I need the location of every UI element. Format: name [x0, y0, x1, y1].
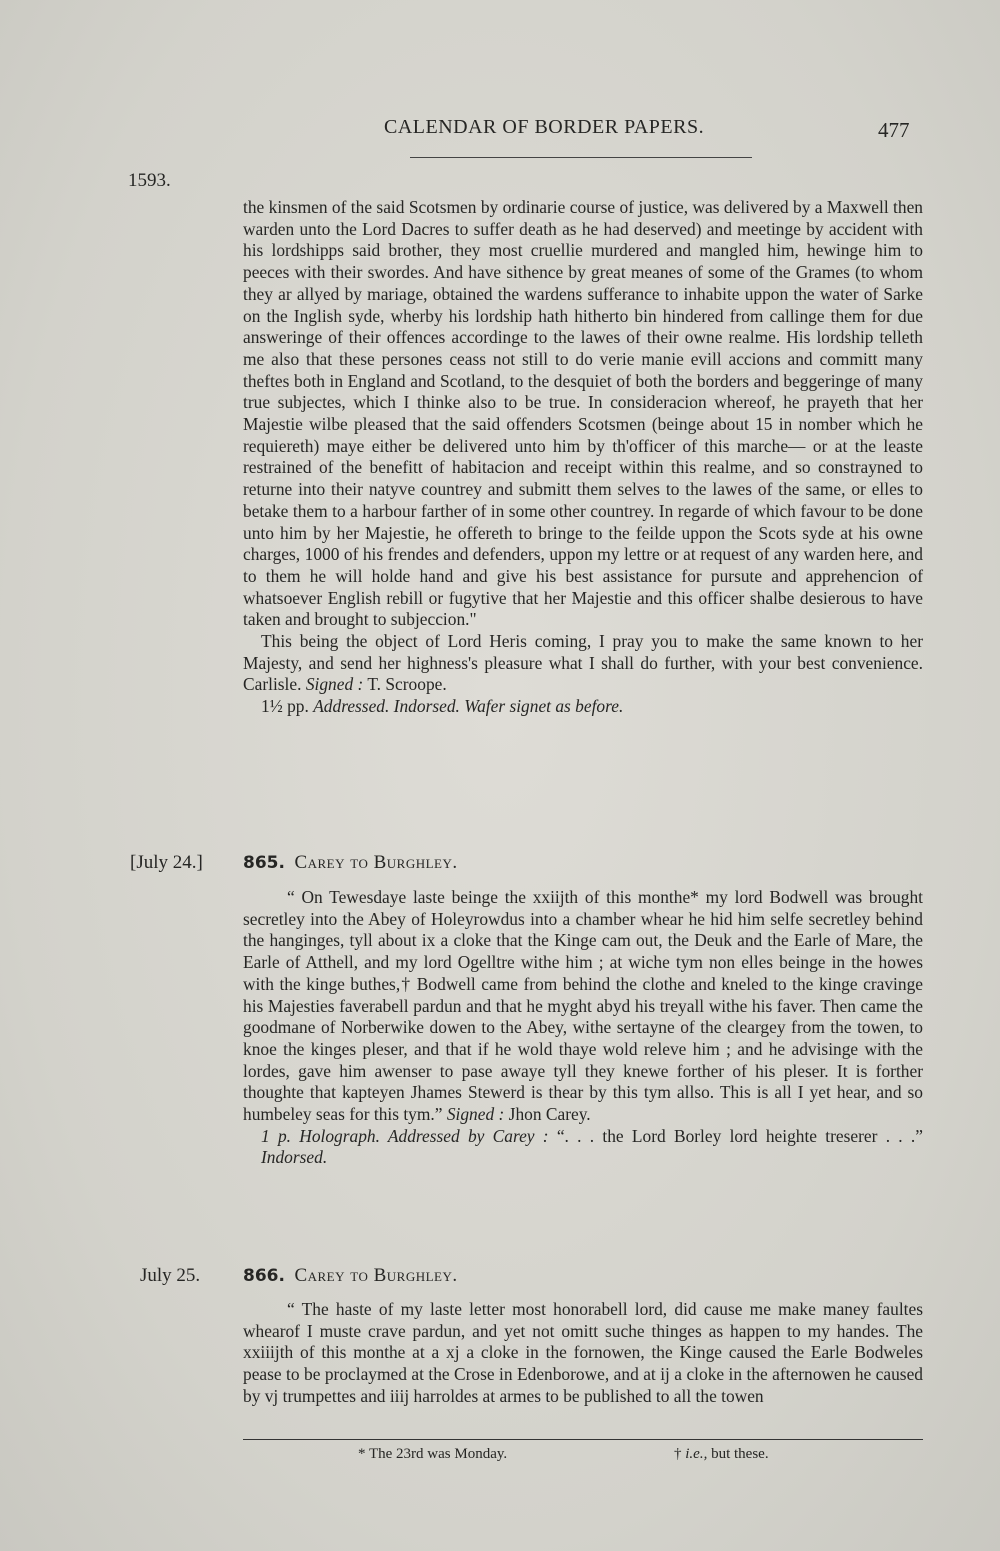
footnote-2-mark: †	[674, 1446, 682, 1462]
entry-866-body	[243, 1299, 923, 1408]
entry-866-letter: “ The haste of my laste letter most honorabell lord, did cause me make maney faultes whearof I muste crave pardun, and yet not omitt suche thinges as happen to my handes. The xxiiijth of this monthe at a xj a cloke in the fornowen, the Kinge caused the Earle Bodweles pease to be proclaymed at the Crose in Edenborowe, and at ij a cloke in the afternowen he caused by vj trumpettes and iiij harroldes at armes to be published to all the towen	[243, 1299, 923, 1406]
entry-866-number: 866.	[243, 1266, 285, 1286]
entry-865-number: 865.	[243, 853, 285, 873]
entry-865-note	[243, 1126, 923, 1169]
document-note	[243, 696, 923, 718]
entry-865-signed-label: Signed :	[446, 1104, 505, 1125]
footnote-2-text: but these.	[711, 1446, 769, 1462]
footnote-2-ie: i.e.,	[685, 1446, 708, 1462]
entry-866-title: Carey to Burghley.	[294, 1265, 458, 1286]
paragraph-closing	[243, 631, 923, 696]
signed-label: Signed :	[305, 674, 364, 695]
entry-865-title: Carey to Burghley.	[294, 852, 458, 873]
entry-865-note-indorsed: Indorsed.	[261, 1147, 328, 1168]
entry-866-date: July 25.	[140, 1265, 201, 1286]
entry-866-heading	[243, 1265, 458, 1287]
entry-865-note-quote: “. . . the Lord Borley lord heighte treserer . . .”	[556, 1125, 923, 1146]
footnote-2	[674, 1446, 769, 1463]
note-description: Addressed. Indorsed. Wafer signet as before.	[313, 696, 624, 717]
note-pages: 1½ pp.	[261, 696, 309, 717]
footnote-rule	[243, 1439, 923, 1440]
entry-865-body	[243, 887, 923, 1169]
margin-year: 1593.	[128, 170, 171, 191]
entry-865-letter-text: “ On Tewesdaye laste beinge the xxiijth of this monthe* my lord Bodwell was brought secretley into the Abey of Holeyrowdus into a chamber whear he hid him selfe secretley behind the hanginges, tyll about ix a cloke that the Kinge cam out, the Deuk and the Earle of Mare, the Earle of Atthell, and my lord Ogelltre withe him ; at wiche tym non elles beinge in the howes with the kinge buthes,† Bodwell came from behind the clothe and kneled to the kinge cravinge his Majesties faverabell pardun and that he myght abyd his treyall withe his faver. Then came the goodmane of Norberwike dowen to the Abey, withe sertayne of the cleargey from the towen, to knoe the kinges pleser, and that if he wold thaye wold releve him ; and he advisinge with the lordes, gave him awenser to pase awaye tyll they knewe forther of his pleser. It is forther thoughte that kapteyen Jhames Stewerd is thear by this tym allso. This is all I yet hear, and so humbeley seas for this tym.”	[243, 887, 923, 1125]
signer-name: T. Scroope.	[367, 674, 447, 695]
paragraph-petition: the kinsmen of the said Scotsmen by ordinarie course of justice, was delivered by a Maxwell then warden unto the Lord Dacres to suffer death as he had deserved) and meetinge by accident with his lordshipps said brother, they most cruellie murdered and mangled him, hewinge him to peeces with their swordes. And have sithence by great meanes of some of the Grames (to whom they ar allyed by mariage, obtained the wardens sufferance to inhabite uppon the water of Sarke on the Inglish syde, wherby his lordship hath hitherto bin hindered from callinge them for due answeringe of their offences accordinge to the lawes of their owne realme. His lordship telleth me also that these persones ceass not still to do verie manie evill accions and committ many theftes both in England and Scotland, to the desquiet of both the borders and beggeringe of many true subjectes, which I thinke also to be true. In consideracion whereof, he prayeth that her Majestie wilbe pleased that the said offenders Scotsmen (beinge about 15 in nomber which he requiereth) maye either be delivered unto him by th'officer of this marche— or at the leaste restrained of the benefitt of habitacion and receipt within this realme, and so constrayned to returne into their natyve countrey and submitt them selves to the lawes of the same, or elles to betake them to a harbour farther of in some other countrey. In regarde of which favour to be done unto him by her Majestie, he offereth to bringe to the feilde uppon the Scots syde at his owne charges, 1000 of his frendes and defenders, uppon my lettre or at request of any warden here, and to them he will holde hand and give his best assistance for pursute and apprehencion of whatsoever English rebill or fugytive that her Majestie and this officer shalbe desierous to have taken and brought to subjeccion."	[243, 197, 923, 630]
footnote-1: * The 23rd was Monday.	[358, 1446, 508, 1462]
entry-865-letter	[243, 887, 923, 1126]
section1-body	[243, 197, 923, 718]
entry-865-signer: Jhon Carey.	[508, 1104, 591, 1125]
running-title: CALENDAR OF BORDER PAPERS.	[384, 116, 705, 138]
entry-865-note-desc: 1 p. Holograph. Addressed by Carey :	[261, 1125, 549, 1146]
header-rule	[410, 157, 752, 158]
entry-865-heading	[243, 852, 458, 874]
entry-865-date: [July 24.]	[130, 852, 203, 873]
closing-text: This being the object of Lord Heris coming, I pray you to make the same known to her Majesty, and send her highness's pleasure what I shall do further, with your best convenience. Carlisle.	[243, 631, 923, 695]
page-number: 477	[878, 118, 910, 142]
